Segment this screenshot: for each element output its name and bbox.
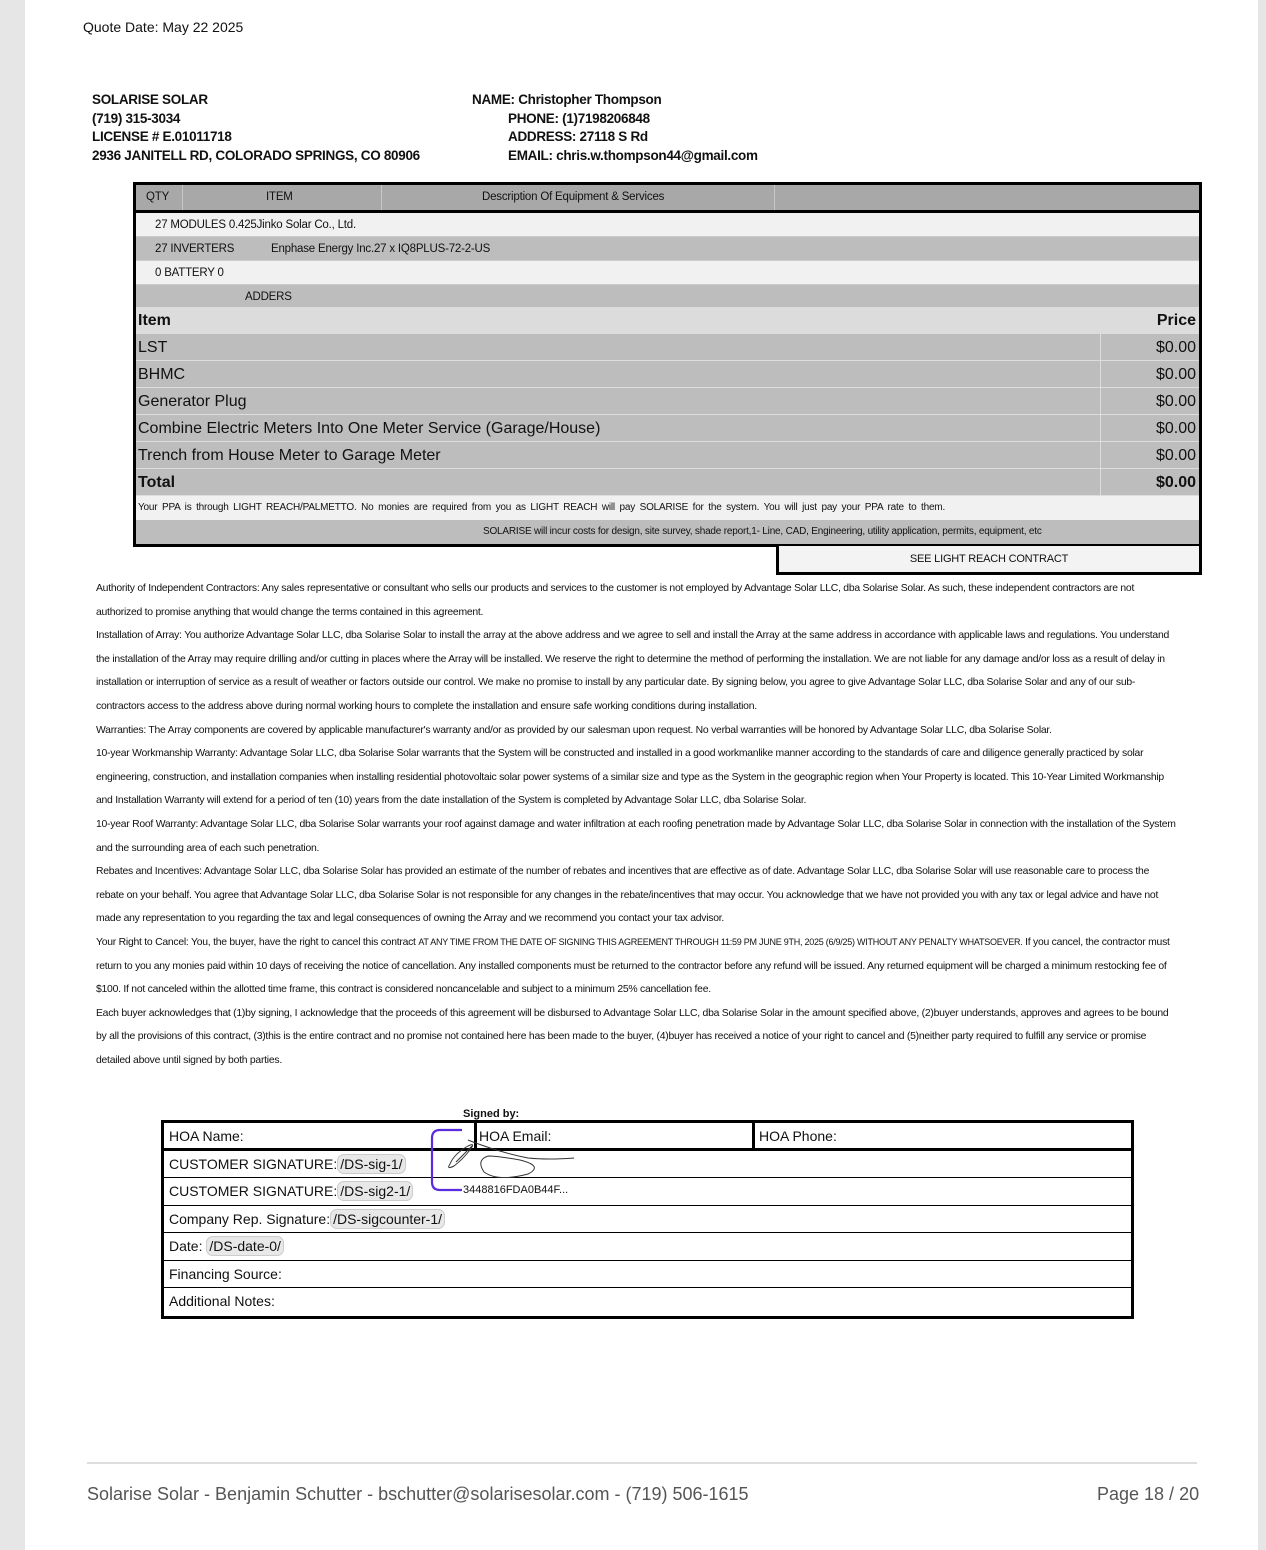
adders-label: ADDERS bbox=[245, 291, 292, 303]
quote-date: Quote Date: May 22 2025 bbox=[83, 19, 244, 35]
signature-table bbox=[161, 1120, 1134, 1319]
adder-row bbox=[136, 334, 1199, 361]
item-header: ITEM bbox=[266, 191, 293, 203]
costs-text: SOLARISE will incur costs for design, site survey, shade report,1- Line, CAD, Engineering, utility application, permits, equipment, etc bbox=[483, 526, 1042, 537]
customer-signature2-label: CUSTOMER SIGNATURE: bbox=[169, 1183, 338, 1199]
inverters-qty: 27 INVERTERS bbox=[155, 243, 235, 255]
adders-header bbox=[136, 307, 1199, 334]
customer-email: EMAIL: chris.w.thompson44@gmail.com bbox=[508, 147, 758, 163]
cancel-rest: If you cancel, the contractor must return to you any monies paid within 10 days of receiving the notice of cancellation. Any installed components must be returned to the contractor before any refund will be issued. Any returned equipment will be charged a minimum restocking fee of $100. If not canceled within the allotted time frame, this contract is considered noncancelable and subject to a minimum 25% cancellation fee. bbox=[96, 936, 1170, 996]
notes-label: Additional Notes: bbox=[169, 1293, 275, 1309]
company-info bbox=[92, 91, 420, 165]
ppa-note bbox=[136, 496, 1199, 520]
adder-item: LST bbox=[136, 334, 1101, 360]
rep-signature-field[interactable]: /DS-sigcounter-1/ bbox=[330, 1209, 445, 1229]
adder-row bbox=[136, 388, 1199, 415]
hoa-email-label: HOA Email: bbox=[479, 1128, 552, 1144]
equipment-row-modules bbox=[136, 213, 1199, 237]
adder-item: Trench from House Meter to Garage Meter bbox=[136, 442, 1101, 468]
page-number: Page 18 / 20 bbox=[1097, 1484, 1200, 1504]
inverters-desc: Enphase Energy Inc.27 x IQ8PLUS-72-2-US bbox=[271, 243, 491, 255]
roof-warranty-clause: 10-year Roof Warranty: Advantage Solar LLC, dba Solarise Solar warrants your roof against damage and water infiltration at each roofing penetration made by Advantage Solar LLC, dba Solarise Solar in connection with the installation of the System and the surrounding area of each such penetration. bbox=[96, 818, 1176, 854]
date-label: Date: bbox=[169, 1238, 203, 1254]
company-phone: (719) 315-3034 bbox=[92, 110, 181, 126]
hoa-row bbox=[164, 1123, 1131, 1151]
adder-row bbox=[136, 361, 1199, 388]
adder-price: $0.00 bbox=[1155, 393, 1196, 410]
item-col-header: Item bbox=[136, 307, 1101, 333]
customer-signature-row[interactable] bbox=[164, 1151, 1131, 1179]
signed-by-label: Signed by: bbox=[463, 1108, 520, 1120]
adder-price: $0.00 bbox=[1155, 420, 1196, 437]
signer-id: 3448816FDA0B44F... bbox=[463, 1184, 569, 1196]
cancel-clause bbox=[96, 931, 1176, 1002]
adder-row bbox=[136, 415, 1199, 442]
costs-note bbox=[136, 520, 1199, 547]
column-divider bbox=[381, 185, 382, 210]
date-row[interactable] bbox=[164, 1233, 1131, 1261]
customer-phone: PHONE: (1)7198206848 bbox=[508, 110, 650, 126]
date-field[interactable]: /DS-date-0/ bbox=[206, 1236, 284, 1256]
description-header: Description Of Equipment & Services bbox=[482, 191, 665, 203]
price-col-header: Price bbox=[1156, 312, 1196, 329]
ppa-text: Your PPA is through LIGHT REACH/PALMETTO. No monies are required from you as LIGHT REACH will pay SOLARISE for the system. You will just pay your PPA rate to them. bbox=[138, 502, 946, 513]
company-address: 2936 JANITELL RD, COLORADO SPRINGS, CO 80906 bbox=[92, 147, 420, 163]
rebates-clause: Rebates and Incentives: Advantage Solar LLC, dba Solarise Solar has provided an estimate of the number of rebates and incentives that are effective as of date. Advantage Solar LLC, dba Solarise Solar will use reasonable care to process the rebate on your behalf. You agree that Advantage Solar LLC, dba Solarise Solar is not responsible for any changes in the rebate/incentives that may occur. You acknowledge that we have not provided you with any tax or legal advice and have not made any representation to you regarding the tax and legal consequences of owning the Array and we recommend you contact your tax advisor. bbox=[96, 866, 1159, 925]
battery-text: 0 BATTERY 0 bbox=[155, 267, 224, 279]
financing-row bbox=[164, 1261, 1131, 1289]
notes-row bbox=[164, 1288, 1131, 1316]
financing-label: Financing Source: bbox=[169, 1265, 282, 1282]
adder-item: Combine Electric Meters Into One Meter Service (Garage/House) bbox=[136, 415, 1101, 441]
adders-table bbox=[133, 307, 1202, 547]
adder-price: $0.00 bbox=[1155, 339, 1196, 356]
legal-terms bbox=[96, 577, 1176, 1072]
company-name: SOLARISE SOLAR bbox=[92, 92, 208, 107]
total-row bbox=[136, 469, 1199, 496]
equipment-row-inverters bbox=[136, 237, 1199, 261]
equipment-row-adders bbox=[136, 285, 1199, 309]
column-divider bbox=[774, 185, 775, 210]
rep-signature-label: Company Rep. Signature: bbox=[169, 1210, 331, 1227]
customer-signature2-field[interactable]: /DS-sig2-1/ bbox=[337, 1181, 413, 1201]
company-license: LICENSE # E.01011718 bbox=[92, 129, 232, 144]
adder-item: Generator Plug bbox=[136, 388, 1101, 414]
rep-signature-row[interactable] bbox=[164, 1206, 1131, 1234]
warranties-clause: Warranties: The Array components are covered by applicable manufacturer's warranty and/or as provided by our salesman upon request. No verbal warranties will be honored by Advantage Solar LLC, dba Solarise Solar. bbox=[96, 724, 1052, 736]
column-divider bbox=[182, 185, 183, 210]
acknowledge-clause: Each buyer acknowledges that (1)by signing, I acknowledge that the proceeds of this agreement will be disbursed to Advantage Solar LLC, dba Solarise Solar in the amount specified above, (2)buyer understands, approves and agrees to be bound by all the provisions of this contract, (3)this is the entire contract and no promise not contained here has been made to the buyer, (4)buyer has received a notice of your right to cancel and (5)neither party required to fulfill any service or promise detailed above until signed by both parties. bbox=[96, 1007, 1169, 1066]
customer-address: ADDRESS: 27118 S Rd bbox=[508, 129, 648, 144]
footer-divider bbox=[87, 1462, 1197, 1464]
see-contract-box: SEE LIGHT REACH CONTRACT bbox=[776, 546, 1202, 575]
total-label: Total bbox=[136, 469, 1101, 495]
installation-clause: Installation of Array: You authorize Advantage Solar LLC, dba Solarise Solar to install the array at the above address and we agree to sell and install the Array at the same address in accordance with applicable laws and regulations. You understand the installation of the Array may require drilling and/or cutting in places where the Array will be installed. We reserve the right to determine the method of performing the installation. We are not liable for any damage and/or loss as a result of delay in installation or interruption of service as a result of weather or factors outside our control. We make no promise to install by any particular date. By signing below, you agree to give Advantage Solar LLC, dba Solarise Solar and any of our sub-contractors access to the address above during normal working hours to complete the installation and ensure safe working conditions during installation. bbox=[96, 630, 1170, 712]
adder-row bbox=[136, 442, 1199, 469]
equipment-header bbox=[136, 185, 1199, 213]
modules-text: 27 MODULES 0.425Jinko Solar Co., Ltd. bbox=[155, 219, 356, 231]
qty-header: QTY bbox=[146, 191, 170, 203]
customer-name: NAME: Christopher Thompson bbox=[472, 92, 662, 107]
column-divider bbox=[752, 1123, 755, 1149]
customer-signature-label: CUSTOMER SIGNATURE: bbox=[169, 1155, 338, 1172]
customer-signature-field[interactable]: /DS-sig-1/ bbox=[337, 1154, 405, 1174]
equipment-table bbox=[133, 182, 1202, 309]
total-price: $0.00 bbox=[1155, 474, 1196, 491]
workmanship-clause: 10-year Workmanship Warranty: Advantage Solar LLC, dba Solarise Solar warrants that the System will be constructed and installed in a good workmanlike manner according to the standards of care and diligence generally practiced by solar engineering, construction, and installation companies when installing residential photovoltaic solar power systems of a similar size and type as the System in the geographic region when Your Property is located. This 10-Year Limited Workmanship and Installation Warranty will extend for a period of ten (10) years from the date installation of the System is completed by Advantage Solar LLC, dba Solarise Solar. bbox=[96, 748, 1164, 807]
adder-price: $0.00 bbox=[1155, 447, 1196, 464]
docusign-signature-stamp bbox=[428, 1108, 628, 1199]
cancel-lead: Your Right to Cancel: You, the buyer, have the right to cancel this contract bbox=[96, 936, 419, 948]
authority-clause: Authority of Independent Contractors: Any sales representative or consultant who sells our products and services to the customer is not employed by Advantage Solar LLC, dba Solarise Solar. As such, these independent contractors are not authorized to promise anything that would change the terms contained in this agreement. bbox=[96, 583, 1135, 618]
hoa-name-label: HOA Name: bbox=[169, 1128, 244, 1144]
adder-item: BHMC bbox=[136, 361, 1101, 387]
customer-info bbox=[472, 91, 758, 165]
footer-contact: Solarise Solar - Benjamin Schutter - bschutter@solarisesolar.com - (719) 506-1615 bbox=[87, 1484, 749, 1504]
hoa-phone-label: HOA Phone: bbox=[759, 1128, 837, 1144]
customer-signature2-row[interactable] bbox=[164, 1178, 1131, 1206]
cancel-deadline: AT ANY TIME FROM THE DATE OF SIGNING THIS AGREEMENT THROUGH 11:59 PM JUNE 9TH, 2025 (6/9/25) WITHOUT ANY PENALTY WHATSOEVER. bbox=[418, 936, 1023, 947]
equipment-row-battery bbox=[136, 261, 1199, 285]
adder-price: $0.00 bbox=[1155, 366, 1196, 383]
